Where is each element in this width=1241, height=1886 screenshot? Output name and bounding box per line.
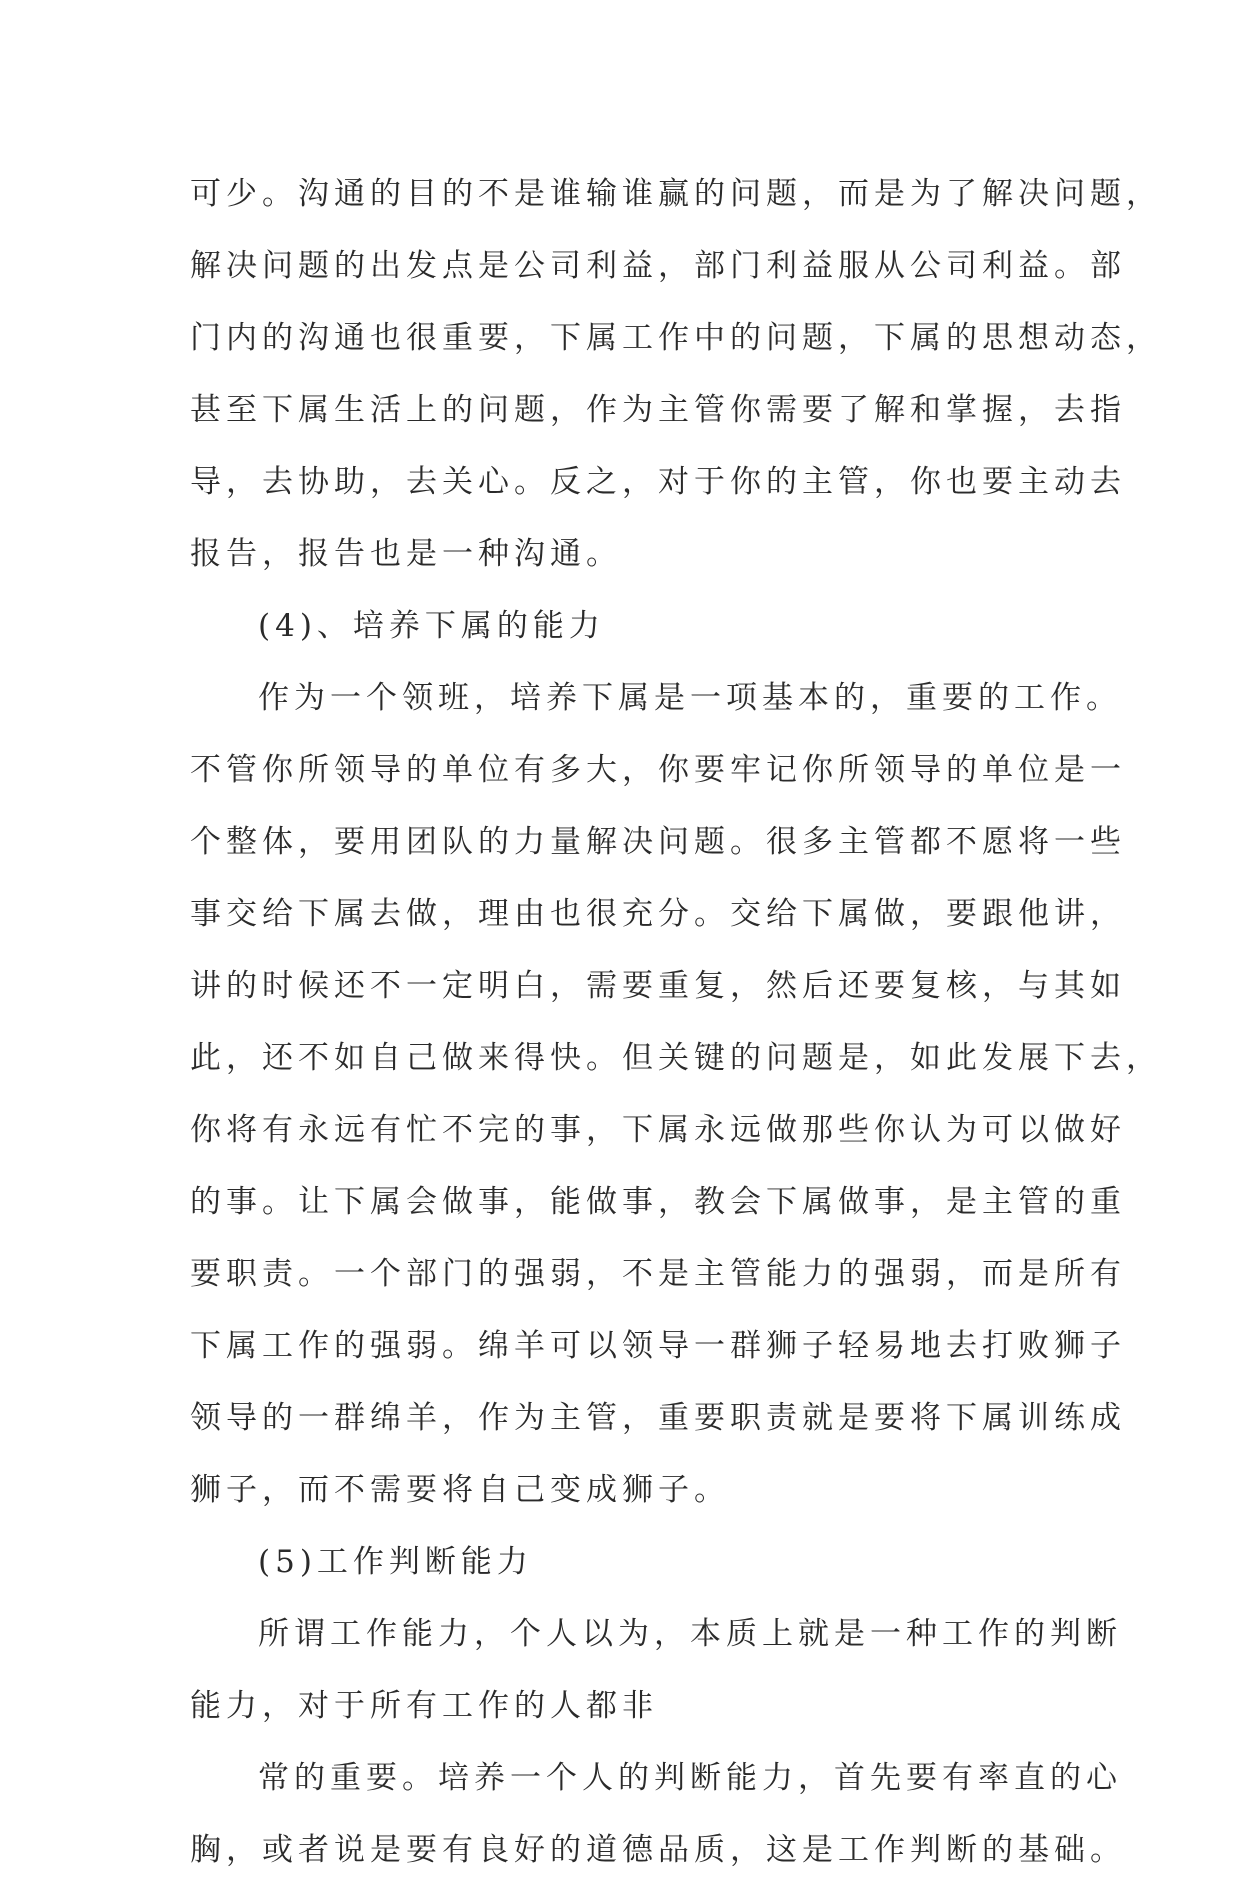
text-line: 门内的沟通也很重要，下属工作中的问题，下属的思想动态， <box>190 320 1162 356</box>
text-line: 个整体，要用团队的力量解决问题。很多主管都不愿将一些 <box>190 824 1126 860</box>
text-line: 领导的一群绵羊，作为主管，重要职责就是要将下属训练成 <box>190 1400 1126 1436</box>
text-line: 你将有永远有忙不完的事，下属永远做那些你认为可以做好 <box>190 1112 1126 1148</box>
text-line: 导，去协助，去关心。反之，对于你的主管，你也要主动去 <box>190 464 1126 500</box>
text-line: 能力，对于所有工作的人都非 <box>190 1688 658 1724</box>
text-line: 作为一个领班，培养下属是一项基本的，重要的工作。 <box>258 680 1122 716</box>
section-heading: (4)、培养下属的能力 <box>258 608 605 644</box>
text-line: 常的重要。培养一个人的判断能力，首先要有率直的心 <box>258 1760 1122 1796</box>
section-heading: (5)工作判断能力 <box>258 1544 533 1580</box>
body-text <box>190 158 1162 1886</box>
text-line: 解决问题的出发点是公司利益，部门利益服从公司利益。部 <box>190 248 1126 284</box>
text-line: 胸，或者说是要有良好的道德品质，这是工作判断的基础。 <box>190 1832 1126 1868</box>
text-line: 甚至下属生活上的问题，作为主管你需要了解和掌握，去指 <box>190 392 1126 428</box>
text-line: 下属工作的强弱。绵羊可以领导一群狮子轻易地去打败狮子 <box>190 1328 1126 1364</box>
text-line: 所谓工作能力，个人以为，本质上就是一种工作的判断 <box>258 1616 1122 1652</box>
text-line: 不管你所领导的单位有多大，你要牢记你所领导的单位是一 <box>190 752 1126 788</box>
text-line: 狮子，而不需要将自己变成狮子。 <box>190 1472 730 1508</box>
text-line: 可少。沟通的目的不是谁输谁赢的问题，而是为了解决问题， <box>190 176 1162 212</box>
text-line: 要职责。一个部门的强弱，不是主管能力的强弱，而是所有 <box>190 1256 1126 1292</box>
text-line: 事交给下属去做，理由也很充分。交给下属做，要跟他讲， <box>190 896 1126 932</box>
text-line: 报告，报告也是一种沟通。 <box>190 536 622 572</box>
text-line: 讲的时候还不一定明白，需要重复，然后还要复核，与其如 <box>190 968 1126 1004</box>
text-line: 此，还不如自己做来得快。但关键的问题是，如此发展下去， <box>190 1040 1162 1076</box>
text-line: 的事。让下属会做事，能做事，教会下属做事，是主管的重 <box>190 1184 1126 1220</box>
